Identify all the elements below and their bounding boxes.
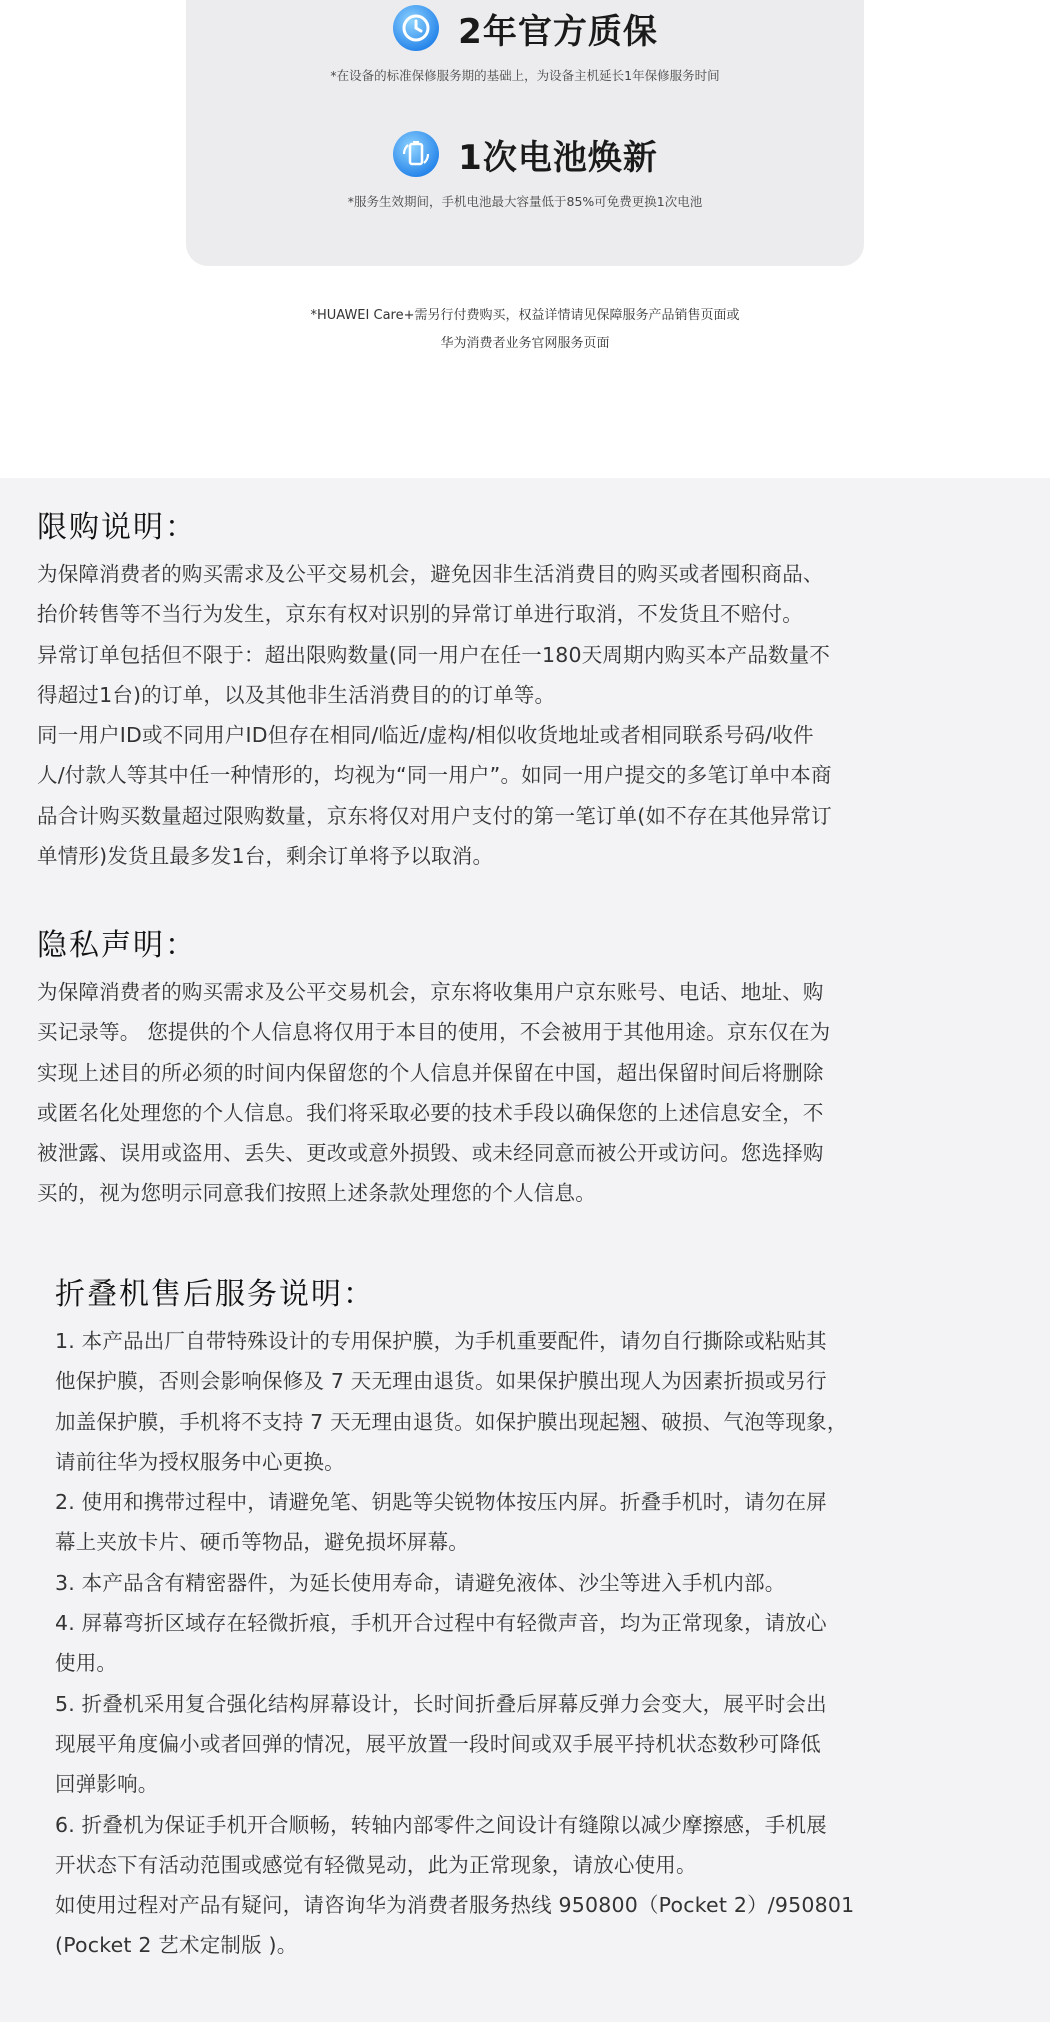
care-footnote [0,302,1050,358]
section-title: 隐私声明： [37,928,197,963]
text-line: 或匿名化处理您的个人信息。我们将采取必要的技术手段以确保您的上述信息安全，不 [37,1100,824,1125]
text-line: 5. 折叠机采用复合强化结构屏幕设计，长时间折叠后屏幕反弹力会变大，展平时会出 [55,1691,827,1716]
text-line: 开状态下有活动范围或感觉有轻微晃动，此为正常现象，请放心使用。 [55,1852,697,1877]
text-line: 为保障消费者的购买需求及公平交易机会，京东将收集用户京东账号、电话、地址、购 [37,980,824,1004]
text-line: 得超过1台)的订单，以及其他非生活消费目的的订单等。 [37,682,556,707]
text-line: 使用。 [55,1651,118,1676]
text-line: 实现上述目的所必须的时间内保留您的个人信息并保留在中国，超出保留时间后将删除 [37,1060,824,1085]
benefit-warranty [186,4,864,84]
text-line: 加盖保护膜，手机将不支持 7 天无理由退货。如保护膜出现起翘、破损、气泡等现象， [55,1409,848,1434]
text-line: 3. 本产品含有精密器件，为延长使用寿命，请避免液体、沙尘等进入手机内部。 [55,1570,786,1595]
text-line: 请前往华为授权服务中心更换。 [55,1449,345,1474]
footnote-line: *HUAWEI Care+需另行付费购买，权益详情请见保障服务产品销售页面或 [310,308,740,323]
notice-section [0,478,1050,2022]
text-line: 回弹影响。 [55,1772,159,1797]
text-line: 1. 本产品出厂自带特殊设计的专用保护膜，为手机重要配件，请勿自行撕除或粘贴其 [55,1329,827,1353]
care-section [0,0,1050,478]
text-line: 被泄露、误用或盗用、丢失、更改或意外损毁、或未经同意而被公开或访问。您选择购 [37,1141,824,1166]
text-line: 为保障消费者的购买需求及公平交易机会，避免因非生活消费目的购买或者囤积商品、 [37,562,824,586]
section-body [55,1321,1035,1966]
section-body [37,554,1017,876]
text-line: (Pocket 2 艺术定制版 )。 [55,1933,298,1958]
text-line: 品合计购买数量超过限购数量，京东将仅对用户支付的第一笔订单(如不存在其他异常订 [37,803,832,828]
text-line: 单情形)发货且最多发1台，剩余订单将予以取消。 [37,844,494,869]
after-sales-section [55,1273,1035,1966]
section-body [37,972,1017,1214]
benefit-battery [186,130,864,210]
text-line: 现展平角度偏小或者回弹的情况，展平放置一段时间或双手展平持机状态数秒可降低 [55,1731,821,1756]
benefit-title: 2年官方质保 [458,11,658,52]
text-line: 人/付款人等其中任一种情形的，均视为“同一用户”。如同一用户提交的多笔订单中本商 [37,763,832,788]
text-line: 抬价转售等不当行为发生，京东有权对识别的异常订单进行取消，不发货且不赔付。 [37,602,803,627]
privacy-section [37,924,1017,1214]
text-line: 2. 使用和携带过程中，请避免笔、钥匙等尖锐物体按压内屏。折叠手机时，请勿在屏 [55,1490,827,1515]
clock-shield-icon [392,4,440,52]
section-title: 折叠机售后服务说明： [55,1277,375,1312]
text-line: 异常订单包括但不限于：超出限购数量(同一用户在任一180天周期内购买本产品数量不 [37,642,831,667]
text-line: 买的，视为您明示同意我们按照上述条款处理您的个人信息。 [37,1181,596,1206]
section-title: 限购说明： [37,510,197,545]
purchase-limit-section [37,506,1017,876]
footnote-line: 华为消费者业务官网服务页面 [440,336,610,351]
benefit-note: *服务生效期间，手机电池最大容量低于85%可免费更换1次电池 [347,194,703,209]
care-benefits-card [186,0,864,266]
text-line: 如使用过程对产品有疑问，请咨询华为消费者服务热线 950800（Pocket 2）/950801 [55,1893,855,1918]
text-line: 4. 屏幕弯折区域存在轻微折痕，手机开合过程中有轻微声音，均为正常现象，请放心 [55,1611,827,1636]
benefit-note: *在设备的标准保修服务期的基础上，为设备主机延长1年保修服务时间 [330,68,720,83]
text-line: 买记录等。 您提供的个人信息将仅用于本目的使用，不会被用于其他用途。京东仅在为 [37,1020,831,1045]
text-line: 他保护膜，否则会影响保修及 7 天无理由退货。如果保护膜出现人为因素折损或另行 [55,1369,827,1394]
text-line: 6. 折叠机为保证手机开合顺畅，转轴内部零件之间设计有缝隙以减少摩擦感，手机展 [55,1812,827,1837]
text-line: 同一用户ID或不同用户ID但存在相同/临近/虚构/相似收货地址或者相同联系号码/收件 [37,723,814,748]
benefit-title: 1次电池焕新 [458,137,658,178]
text-line: 幕上夹放卡片、硬币等物品，避免损坏屏幕。 [55,1530,469,1555]
battery-refresh-icon [392,130,440,178]
